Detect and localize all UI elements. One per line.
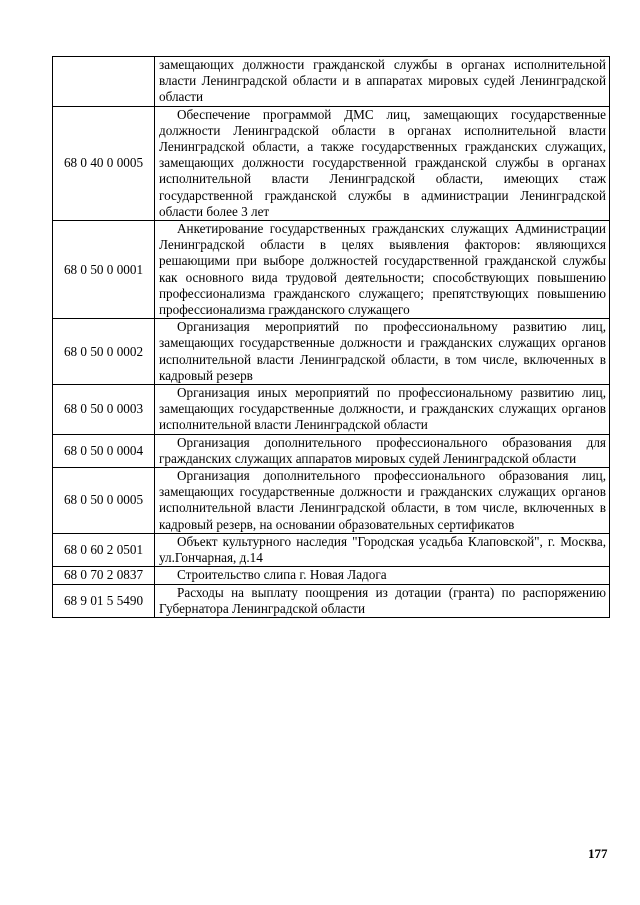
table-row (53, 106, 610, 220)
description-cell (155, 106, 610, 220)
budget-code-cell: 68 0 50 0 0003 (53, 385, 155, 435)
description-cell (155, 567, 610, 584)
table-row (53, 385, 610, 435)
description-cell (155, 434, 610, 467)
table-row (53, 57, 610, 107)
description-cell (155, 584, 610, 617)
table-row (53, 434, 610, 467)
description-text: Обеспечение программой ДМС лиц, замещающих государственные должности Ленинградской области в органах исполнительной власти Ленинградской области, а также государственных гражданских служащих, замещающих должности государственной гражданской службы в органах исполнительной власти Ленинградской области, имеющих стаж государственной гражданской службы в администрации Ленинградской области более 3 лет (159, 106, 606, 219)
description-cell (155, 319, 610, 385)
table-row (53, 567, 610, 584)
page-number: 177 (588, 846, 608, 861)
description-text: Организация иных мероприятий по профессиональному развитию лиц, замещающих государственные должности, и гражданских служащих органов исполнительной власти Ленинградской области (159, 385, 606, 433)
budget-codes-table (52, 56, 610, 618)
table-body (53, 57, 610, 618)
description-cell (155, 57, 610, 107)
description-cell (155, 221, 610, 319)
budget-code-cell: 68 0 50 0 0004 (53, 434, 155, 467)
description-text: Организация дополнительного профессионального образования лиц, замещающих государственные должности и гражданских служащих органов исполнительной власти Ленинградской области, в том числе, включенных в кадровый резерв, на основании образовательных сертификатов (159, 468, 606, 532)
description-text: Расходы на выплату поощрения из дотации (гранта) по распоряжению Губернатора Ленинградской области (159, 584, 606, 616)
budget-code-cell (53, 57, 155, 107)
description-text: Организация дополнительного профессионального образования для гражданских служащих аппаратов мировых судей Ленинградской области (159, 434, 606, 466)
budget-code-cell: 68 0 50 0 0002 (53, 319, 155, 385)
table-row (53, 533, 610, 566)
budget-code-cell: 68 0 50 0 0001 (53, 221, 155, 319)
description-cell (155, 468, 610, 534)
table-row (53, 221, 610, 319)
description-text: Организация мероприятий по профессиональному развитию лиц, замещающих государственные должности и гражданских служащих органов исполнительной власти Ленинградской области, в том числе, включенных в кадровый резерв (159, 319, 606, 383)
description-cell (155, 385, 610, 435)
table-row (53, 319, 610, 385)
description-text: Строительство слипа г. Новая Ладога (177, 567, 387, 583)
budget-code-cell: 68 0 50 0 0005 (53, 468, 155, 534)
budget-code-cell: 68 9 01 5 5490 (53, 584, 155, 617)
description-cell (155, 533, 610, 566)
budget-code-cell: 68 0 60 2 0501 (53, 533, 155, 566)
budget-code-cell: 68 0 70 2 0837 (53, 567, 155, 584)
table-row (53, 468, 610, 534)
description-text: замещающих должности гражданской службы в органах исполнительной власти Ленинградской области и в аппаратах мировых судей Ленинградской области (159, 57, 606, 105)
description-text: Анкетирование государственных гражданских служащих Администрации Ленинградской области в целях выявления факторов: являющихся решающими при выборе должностей государственной гражданской службы как основного вида трудовой деятельности; способствующих повышению профессионализма гражданского служащего; препятствующих повышению профессионализма гражданского служащего (159, 221, 606, 318)
description-text: Объект культурного наследия "Городская усадьба Клаповской", г. Москва, ул.Гончарная, д.14 (159, 533, 606, 566)
table-row (53, 584, 610, 617)
budget-code-cell: 68 0 40 0 0005 (53, 106, 155, 220)
